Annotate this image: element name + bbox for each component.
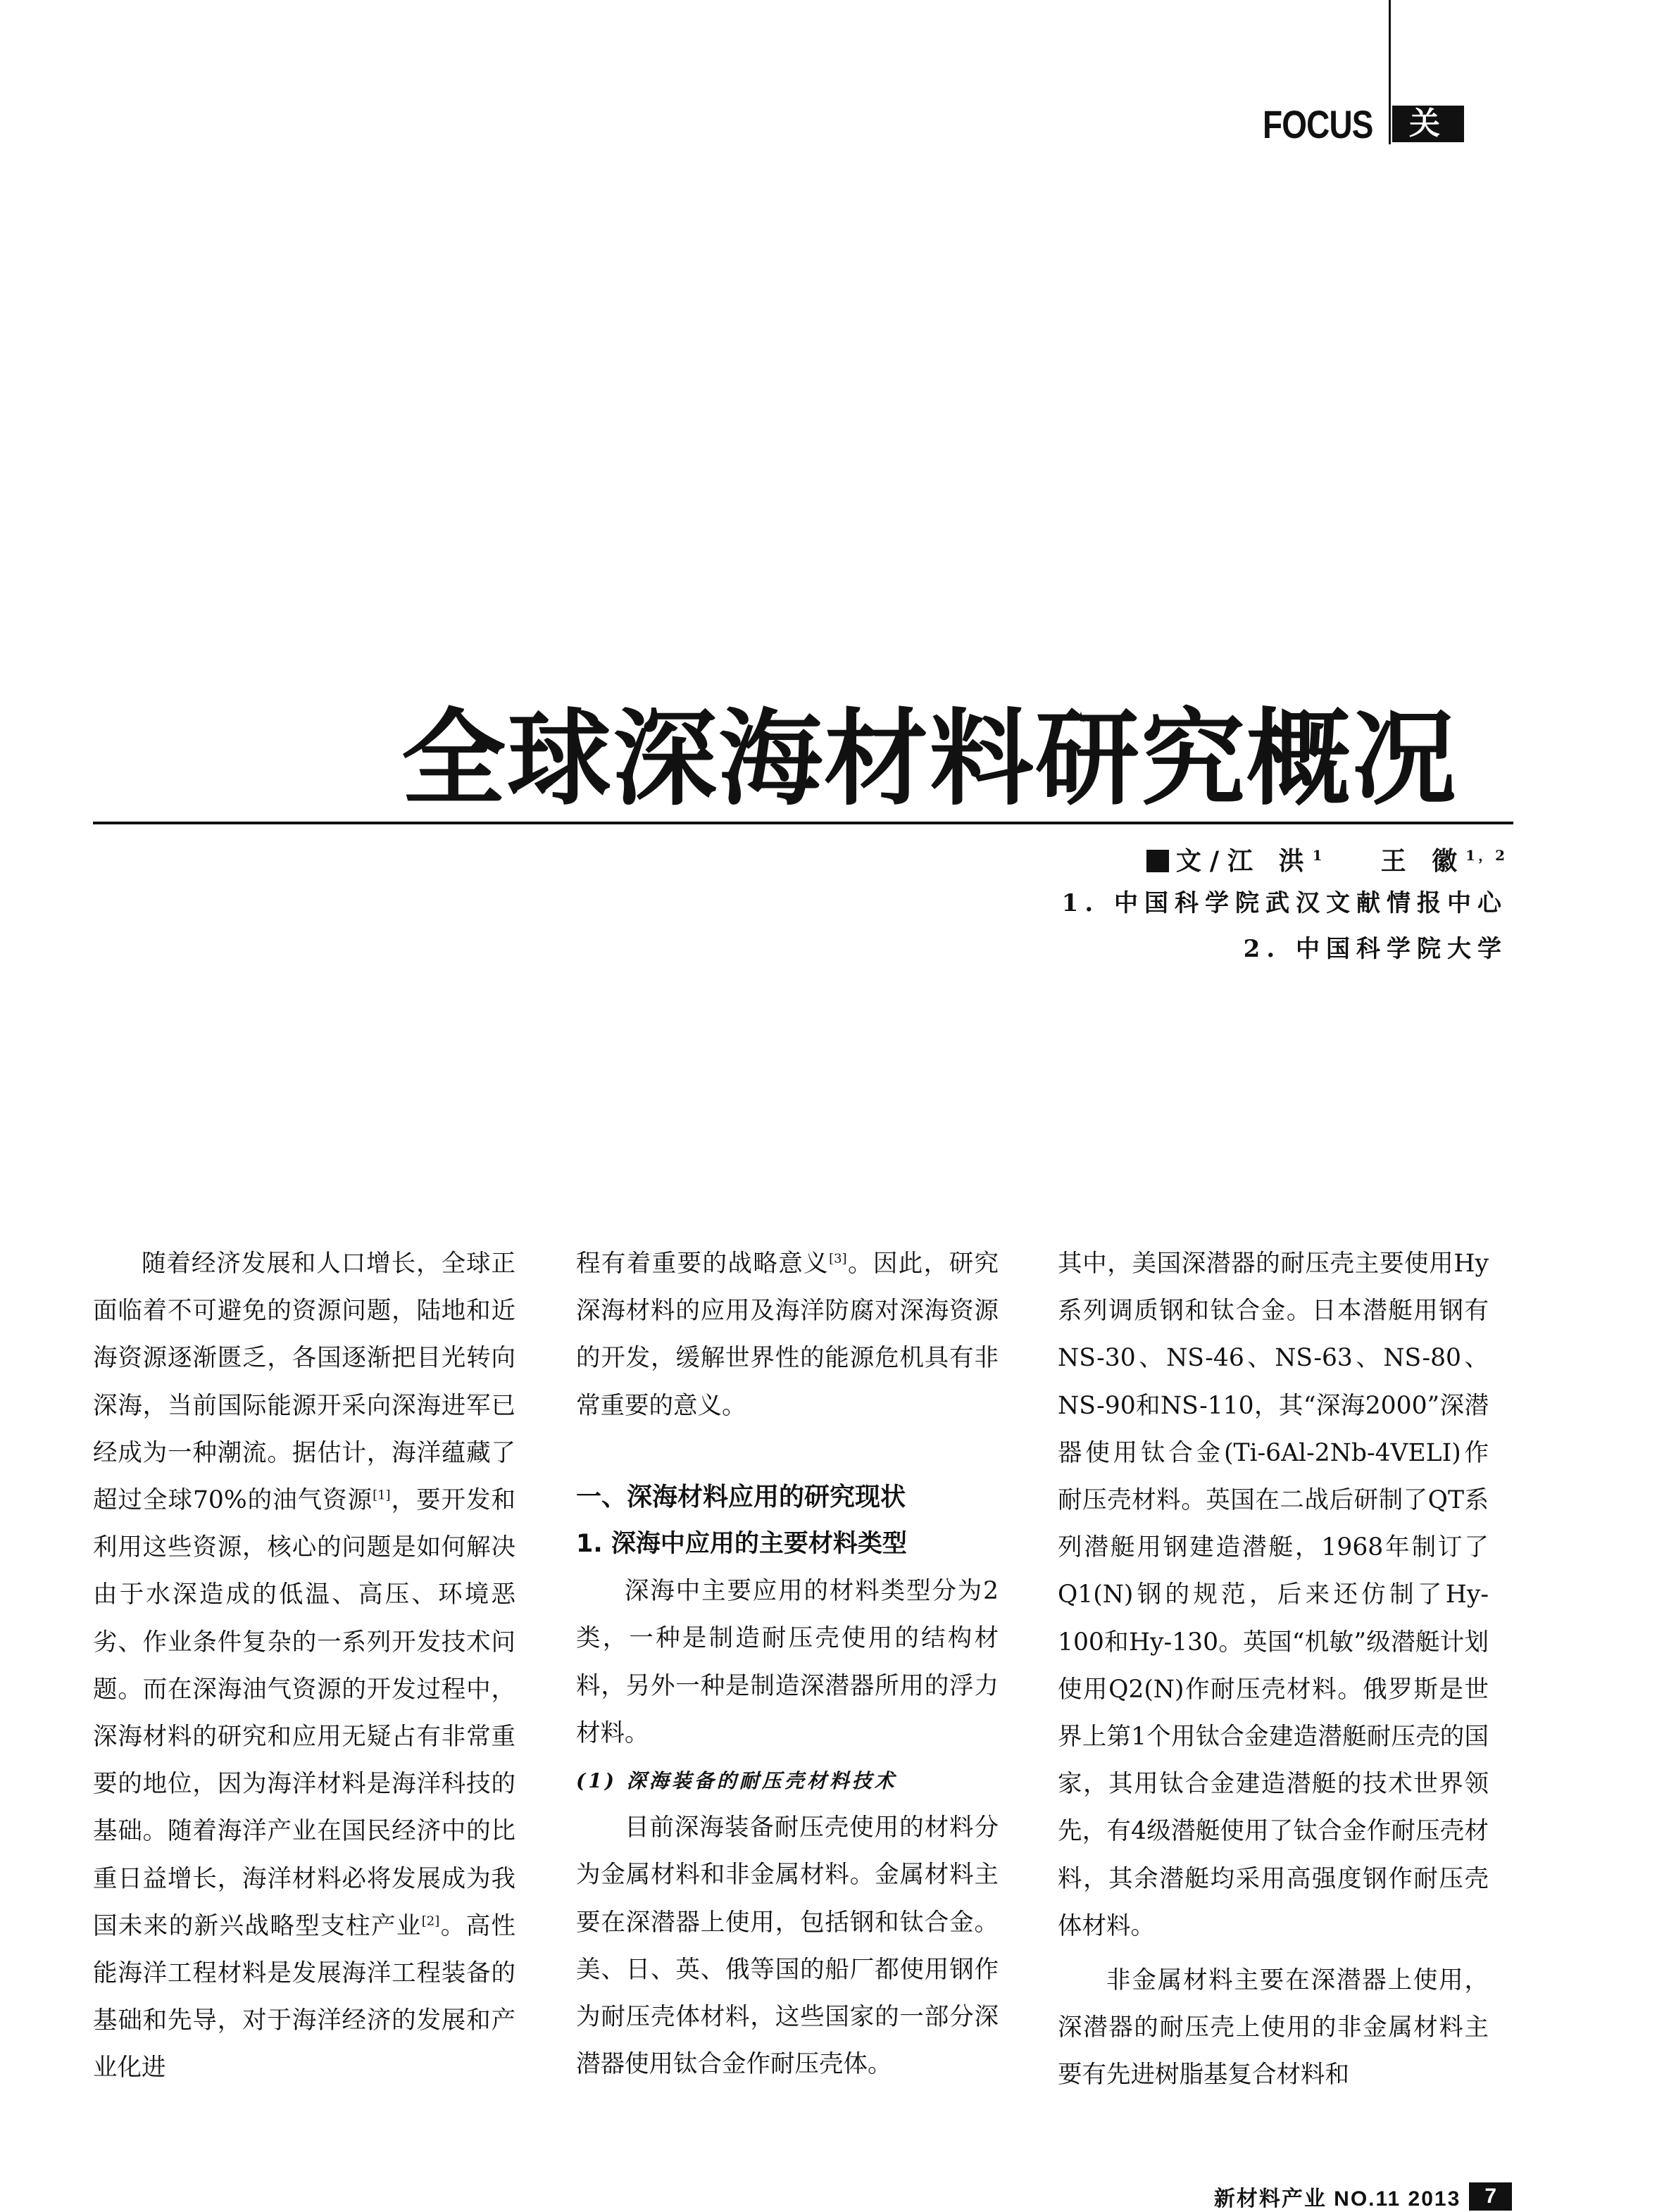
column-3	[1058, 1240, 1489, 2099]
subsection-heading: 1. 深海中应用的主要材料类型	[576, 1530, 907, 1559]
author-1-affil: 1	[1312, 847, 1325, 864]
text-run: 随着经济发展和人口增长，全球正面临着不可避免的资源问题，陆地和近海资源逐渐匮乏，各国逐渐把目光转向深海，当前国际能源开采向深海进军已经成为一种潮流。据估计，海洋蕴藏了超过全球70%的油气资源	[93, 1250, 515, 1515]
text-run: 。高性能海洋工程材料是发展海洋工程装备的基础和先导，对于海洋经济的发展和产业化进	[93, 1911, 515, 2082]
paragraph	[93, 1240, 515, 2092]
paragraph: 深海中主要应用的材料类型分为2类，一种是制造耐压壳使用的结构材料，另外一种是制造深潜器所用的浮力材料。	[576, 1577, 999, 1747]
byline	[1146, 841, 1508, 877]
article-title: 全球深海材料研究概况	[401, 698, 1458, 819]
column-1	[93, 1240, 515, 2092]
citation-3: [3]	[829, 1251, 847, 1267]
column-2	[576, 1240, 999, 2088]
section-label	[1263, 101, 1447, 178]
page-number: 7	[1469, 2182, 1512, 2211]
affiliation-1: 1. 中国科学院武汉文献情报中心	[1061, 889, 1508, 917]
title-divider	[93, 822, 1513, 824]
page-footer	[1214, 2181, 1512, 2212]
author-2: 王 徽	[1380, 846, 1466, 876]
byline-square-icon	[1146, 850, 1169, 872]
header-vertical-rule	[1389, 0, 1391, 144]
citation-2: [2]	[421, 1913, 440, 1929]
paragraph	[576, 1240, 999, 1430]
text-run: 程有着重要的战略意义	[576, 1250, 830, 1278]
paragraph: 其中，美国深潜器的耐压壳主要使用Hy系列调质钢和钛合金。日本潜艇用钢有NS-30、NS-46、NS-63、NS-80、NS-90和NS-110，其“深海2000”深潜器使用钛合金(Ti-6Al-2Nb-4VELI)作耐压壳材料。英国在二战后研制了QT系列潜艇用钢建造潜艇，1968年制订了Q1(N)钢的规范，后来还仿制了Hy-100和Hy-130。英国“机敏”级潜艇计划使用Q2(N)作耐压壳材料。俄罗斯是世界上第1个用钛合金建造潜艇耐压壳的国家，其用钛合金建造潜艇的技术世界领先，有4级潜艇使用了钛合金作耐压壳材料，其余潜艇均采用高强度钢作耐压壳体材料。	[1058, 1250, 1489, 1940]
text-run: ，要开发和利用这些资源，核心的问题是如何解决由于水深造成的低温、高压、环境恶劣、作业条件复杂的一系列开发技术问题。而在深海油气资源的开发过程中，深海材料的研究和应用无疑占有非常重要的地位，因为海洋材料是海洋科技的基础。随着海洋产业在国民经济中的比重日益增长，海洋材料必将发展成为我国未来的新兴战略型支柱产业	[93, 1486, 515, 1940]
paragraph: 目前深海装备耐压壳使用的材料分为金属材料和非金属材料。金属材料主要在深潜器上使用，包括钢和钛合金。美、日、英、俄等国的船厂都使用钢作为耐压壳体材料，这些国家的一部分深潜器使用钛合金作耐压壳体。	[576, 1814, 999, 2079]
paragraph: 非金属材料主要在深潜器上使用，深潜器的耐压壳上使用的非金属材料主要有先进树脂基复合材料和	[1058, 1966, 1489, 2090]
section-label-zh: 关注	[1392, 106, 1464, 142]
author-1: 江 洪	[1227, 846, 1313, 876]
author-2-affil: 1，2	[1465, 847, 1508, 864]
subsubsection-heading: (1) 深海装备的耐压壳材料技术	[576, 1769, 897, 1793]
journal-name: 新材料产业 NO.11 2013	[1213, 2187, 1461, 2211]
section-heading: 一、深海材料应用的研究现状	[576, 1482, 906, 1512]
text-run: 。因此，研究深海材料的应用及海洋防腐对深海资源的开发，缓解世界性的能源危机具有非常重要的意义。	[576, 1250, 999, 1420]
byline-prefix: 文/	[1175, 846, 1228, 876]
section-label-en: FOCUS	[1263, 101, 1373, 146]
affiliation-2: 2. 中国科学院大学	[1243, 935, 1508, 963]
citation-1: [1]	[373, 1488, 391, 1503]
